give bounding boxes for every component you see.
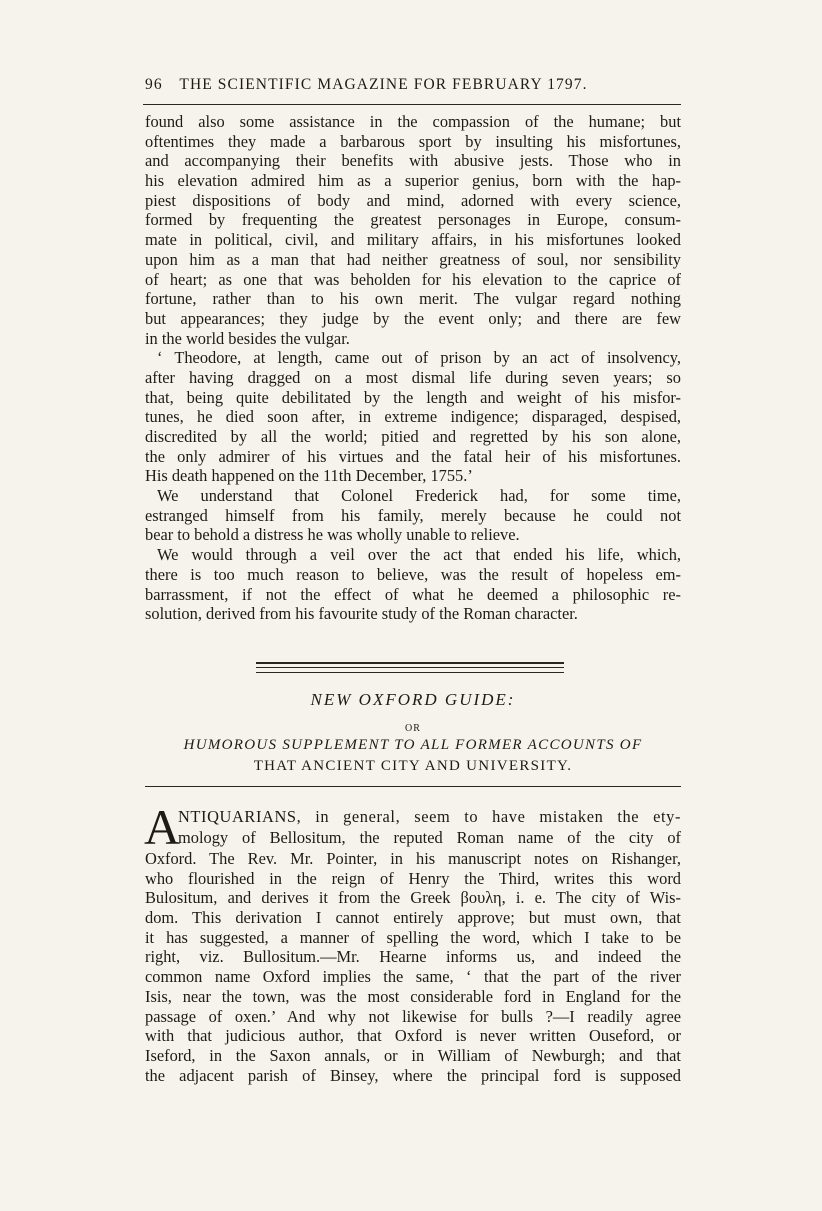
text-line: the adjacent parish of Binsey, where the principal ford is supposed xyxy=(145,1065,681,1085)
text-line: solution, derived from his favourite study of the Roman character. xyxy=(145,604,578,624)
section-divider xyxy=(256,662,564,673)
text-line: fortune, rather than to his own merit. The vulgar regard nothing xyxy=(145,289,681,309)
text-line: with that judicious author, that Oxford is never written Ouseford, or xyxy=(145,1026,681,1046)
text-line: oftentimes they made a barbarous sport by insulting his misfortunes, xyxy=(145,131,681,151)
article-title: NEW OXFORD GUIDE: xyxy=(310,690,516,709)
text-line: who flourished in the reign of Henry the Third, writes this word xyxy=(145,868,681,888)
title-connector: OR xyxy=(405,723,421,734)
article-subtitle-continued: THAT ANCIENT CITY AND UNIVERSITY. xyxy=(253,758,573,774)
text-line: We would through a veil over the act that ended his life, which, xyxy=(157,545,681,565)
text-line: mate in political, civil, and military affairs, in his misfortunes looked xyxy=(145,230,681,250)
text-line: ‘ Theodore, at length, came out of prison by an act of insolvency, xyxy=(157,348,681,368)
text-line: Oxford. The Rev. Mr. Pointer, in his manuscript notes on Rishanger, xyxy=(145,849,681,868)
article-subtitle: HUMOROUS SUPPLEMENT TO ALL FORMER ACCOUNTS OF xyxy=(183,737,643,753)
text-line: tunes, he died soon after, in extreme indigence; disparaged, despised, xyxy=(145,407,681,427)
header-rule xyxy=(143,104,681,105)
text-line: piest dispositions of body and mind, adorned with every science, xyxy=(145,190,681,210)
text-line: Bulositum, and derives it from the Greek βουλη, i. e. The city of Wis- xyxy=(145,888,681,908)
text-line: found also some assistance in the compassion of the humane; but xyxy=(145,112,681,131)
text-line: but appearances; they judge by the event only; and there are few xyxy=(145,308,681,328)
text-line: Isis, near the town, was the most considerable ford in England for the xyxy=(145,986,681,1006)
text-line: common name Oxford implies the same, ‘ that the part of the river xyxy=(145,967,681,987)
text-line: bear to behold a distress he was wholly unable to relieve. xyxy=(145,525,520,545)
article-text xyxy=(145,849,681,1085)
text-line: formed by frequenting the greatest personages in Europe, consum- xyxy=(145,210,681,230)
text-line: right, viz. Bullositum.—Mr. Hearne informs us, and indeed the xyxy=(145,947,681,967)
text-line: dom. This derivation I cannot entirely approve; but must own, that xyxy=(145,908,681,928)
text-line: We understand that Colonel Frederick had, for some time, xyxy=(157,486,681,506)
text-line: and accompanying their benefits with abusive jests. Those who in xyxy=(145,151,681,171)
text-line: barrassment, if not the effect of what he deemed a philosophic re- xyxy=(145,584,681,604)
text-line: his elevation admired him as a superior genius, born with the hap- xyxy=(145,171,681,191)
text-line: discredited by all the world; pitied and regretted by his son alone, xyxy=(145,427,681,446)
text-line: of heart; as one that was beholden for his elevation to the caprice of xyxy=(145,269,681,289)
running-head xyxy=(145,76,680,94)
running-title: THE SCIENTIFIC MAGAZINE FOR FEBRUARY 1797. xyxy=(179,76,588,93)
title-rule xyxy=(145,786,681,787)
text-line: that, being quite debilitated by the length and weight of his misfor- xyxy=(145,387,681,407)
page-number: 96 xyxy=(145,76,163,93)
article-first-line: NTIQUARIANS, in general, seem to have mistaken the ety- xyxy=(178,807,681,826)
text-line: estranged himself from his family, merely because he could not xyxy=(145,505,681,525)
text-line: passage of oxen.’ And why not likewise for bulls ?—I readily agree xyxy=(145,1006,681,1026)
article-second-line: mology of Bellositum, the reputed Roman name of the city of xyxy=(178,828,681,847)
drop-cap: A xyxy=(144,799,181,855)
text-line: upon him as a man that had neither greatness of soul, nor sensibility xyxy=(145,249,681,269)
text-line: it has suggested, a manner of spelling the word, which I take to be xyxy=(145,927,681,947)
text-line: His death happened on the 11th December, 1755.’ xyxy=(145,466,473,486)
text-line: the only admirer of his virtues and the fatal heir of his misfortunes. xyxy=(145,446,681,466)
text-line: after having dragged on a most dismal life during seven years; so xyxy=(145,367,681,387)
text-line: Iseford, in the Saxon annals, or in William of Newburgh; and that xyxy=(145,1045,681,1065)
text-line: in the world besides the vulgar. xyxy=(145,328,350,348)
continued-text xyxy=(145,112,681,624)
text-line: there is too much reason to believe, was the result of hopeless em- xyxy=(145,564,681,584)
